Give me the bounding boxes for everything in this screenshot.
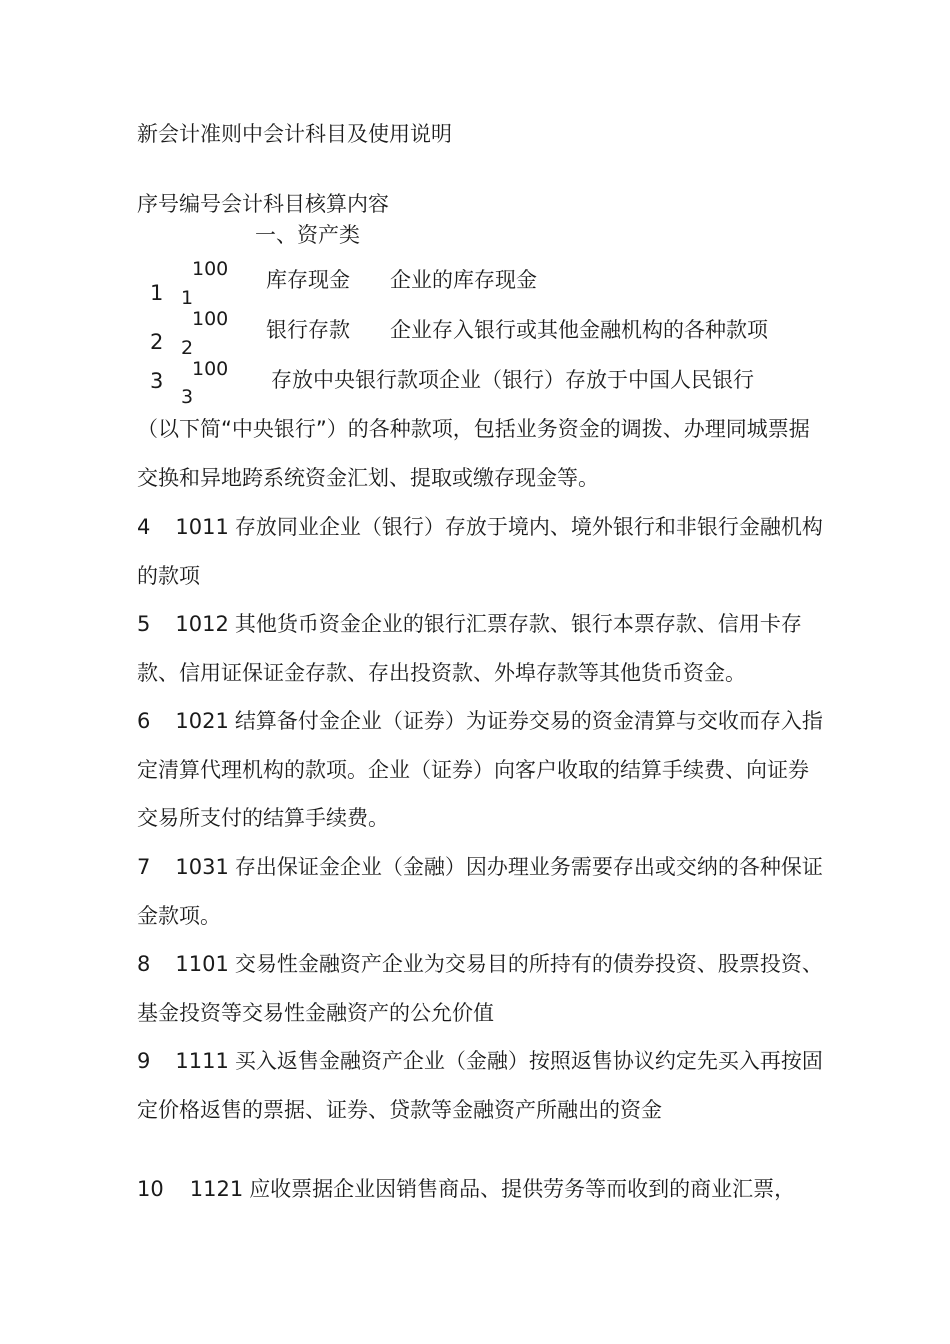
row-text: 存放同业企业（银行）存放于境内、境外银行和非银行金融机构的款项	[137, 515, 823, 588]
row-seq: 2	[150, 330, 164, 354]
row-text: 应收票据企业因销售商品、提供劳务等而收到的商业汇票，	[249, 1177, 796, 1201]
row-code: 1031	[175, 855, 229, 879]
row-text: 买入返售金融资产企业（金融）按照返售协议约定先买入再按固定价格返售的票据、证券、贷款等金融资产所融出的资金	[137, 1049, 823, 1122]
row-code-part: 100	[192, 308, 229, 330]
row-seq: 3	[150, 369, 164, 393]
row-code-part: 100	[192, 258, 229, 280]
table-row	[137, 1037, 827, 1134]
table-row	[137, 1165, 827, 1214]
row-code: 1111	[175, 1049, 229, 1073]
row-seq: 4	[137, 515, 151, 539]
row-code-part: 1	[181, 287, 194, 309]
row-content: 企业存入银行或其他金融机构的各种款项	[390, 318, 768, 342]
row-code: 1011	[175, 515, 229, 539]
row-code: 1121	[189, 1177, 244, 1201]
row-seq: 5	[137, 612, 151, 636]
row-code-part: 100	[192, 358, 229, 380]
row-seq: 7	[137, 855, 151, 879]
row-code-part: 2	[181, 337, 194, 359]
row-code: 1021	[175, 709, 229, 733]
row-seq: 8	[137, 952, 151, 976]
section-heading: 一、资产类	[255, 223, 360, 247]
row-seq: 10	[137, 1177, 164, 1201]
row-seq: 6	[137, 709, 151, 733]
row-code: 1101	[175, 952, 229, 976]
table-row	[137, 600, 827, 697]
row-continuation: （以下简“中央银行”）的各种款项，包括业务资金的调拨、办理同城票据交换和异地跨系统资金汇划、提取或缴存现金等。	[137, 417, 810, 490]
table-row	[137, 503, 827, 600]
table-header: 序号编号会计科目核算内容	[137, 192, 389, 216]
row-text: 存出保证金企业（金融）因办理业务需要存出或交纳的各种保证金款项。	[137, 855, 823, 928]
row-content: 企业的库存现金	[390, 268, 537, 292]
row-name-content: 存放中央银行款项企业（银行）存放于中国人民银行	[271, 368, 754, 392]
row-name: 库存现金	[266, 268, 350, 292]
table-row	[137, 843, 827, 940]
row-seq: 9	[137, 1049, 151, 1073]
row-text: 结算备付金企业（证券）为证券交易的资金清算与交收而存入指定清算代理机构的款项。企业（证券）向客户收取的结算手续费、向证券交易所支付的结算手续费。	[137, 709, 823, 830]
row-seq: 1	[150, 281, 164, 305]
row-text: 其他货币资金企业的银行汇票存款、银行本票存款、信用卡存款、信用证保证金存款、存出投资款、外埠存款等其他货币资金。	[137, 612, 802, 685]
row-code: 1012	[175, 612, 229, 636]
table-row	[137, 940, 827, 1037]
row-name: 银行存款	[266, 318, 350, 342]
table-row	[137, 697, 827, 843]
row-text: 交易性金融资产企业为交易目的所持有的债券投资、股票投资、基金投资等交易性金融资产的公允价值	[137, 952, 823, 1025]
page-title: 新会计准则中会计科目及使用说明	[137, 122, 452, 146]
row-code-part: 3	[181, 386, 194, 408]
